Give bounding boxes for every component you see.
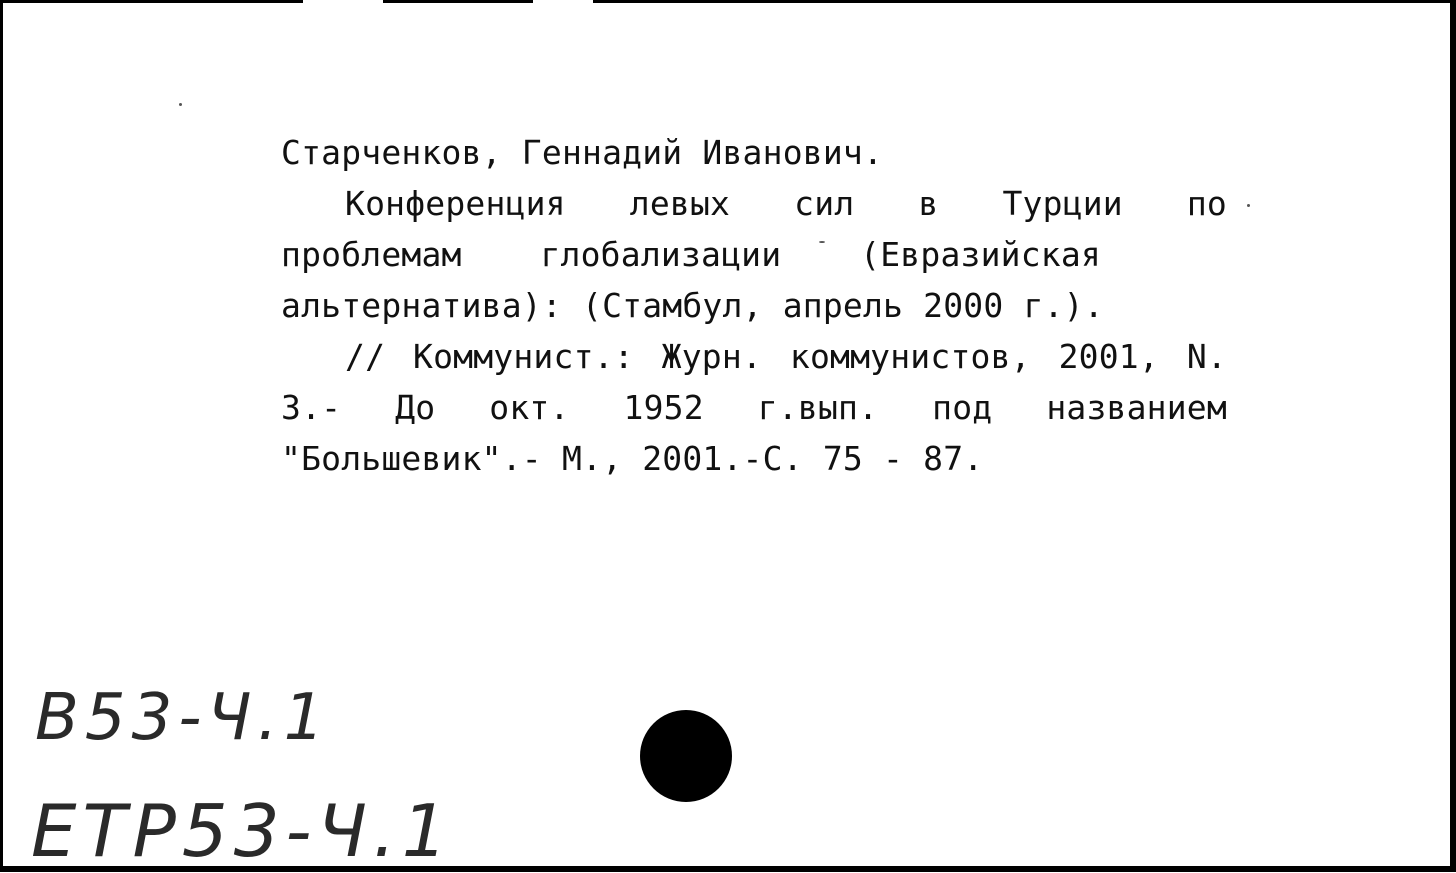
source-word: коммунистов, (789, 337, 1031, 376)
source-word: Журн. (661, 337, 763, 376)
border-gap (303, 0, 383, 4)
title-word: (Евразийская (860, 235, 1101, 274)
source-word: окт. (489, 388, 570, 427)
source-word: 2001, (1058, 337, 1159, 376)
title-word: глобализации (540, 235, 782, 274)
source-word: Коммунист.: (413, 337, 634, 376)
bibliographic-entry (281, 127, 1227, 484)
border-gap (533, 0, 593, 4)
title-word: по (1186, 184, 1227, 223)
title-word: проблемам (281, 235, 462, 274)
source-line-2 (281, 382, 1227, 433)
title-word: Конференция (345, 184, 566, 223)
source-line-1 (281, 331, 1227, 382)
title-word: в (918, 184, 939, 223)
source-word: До (395, 388, 436, 427)
source-word: N. (1186, 337, 1227, 376)
source-line-3: "Большевик".- М., 2001.-С. 75 - 87. (281, 439, 984, 478)
shelf-mark-2: ЕТР53-Ч.1 (31, 789, 454, 873)
scan-speck (819, 241, 825, 243)
source-word: 3.- (281, 388, 342, 427)
title-line-2 (281, 229, 1101, 280)
source-word: 1952 (623, 388, 704, 427)
title-word: сил (794, 184, 855, 223)
scan-speck (1247, 204, 1250, 207)
author-line: Старченков, Геннадий Иванович. (281, 133, 884, 172)
scan-speck (179, 103, 182, 106)
source-word: под (932, 388, 993, 427)
title-line-1 (281, 178, 1227, 229)
source-word: // (345, 337, 386, 376)
title-word: Турции (1002, 184, 1123, 223)
title-line-3: альтернатива): (Стамбул, апрель 2000 г.). (281, 286, 1104, 325)
source-word: г.вып. (757, 388, 879, 427)
source-word: названием (1046, 388, 1227, 427)
title-word: левых (629, 184, 731, 223)
punch-hole (640, 710, 732, 802)
shelf-mark-1: В53-Ч.1 (35, 681, 331, 755)
